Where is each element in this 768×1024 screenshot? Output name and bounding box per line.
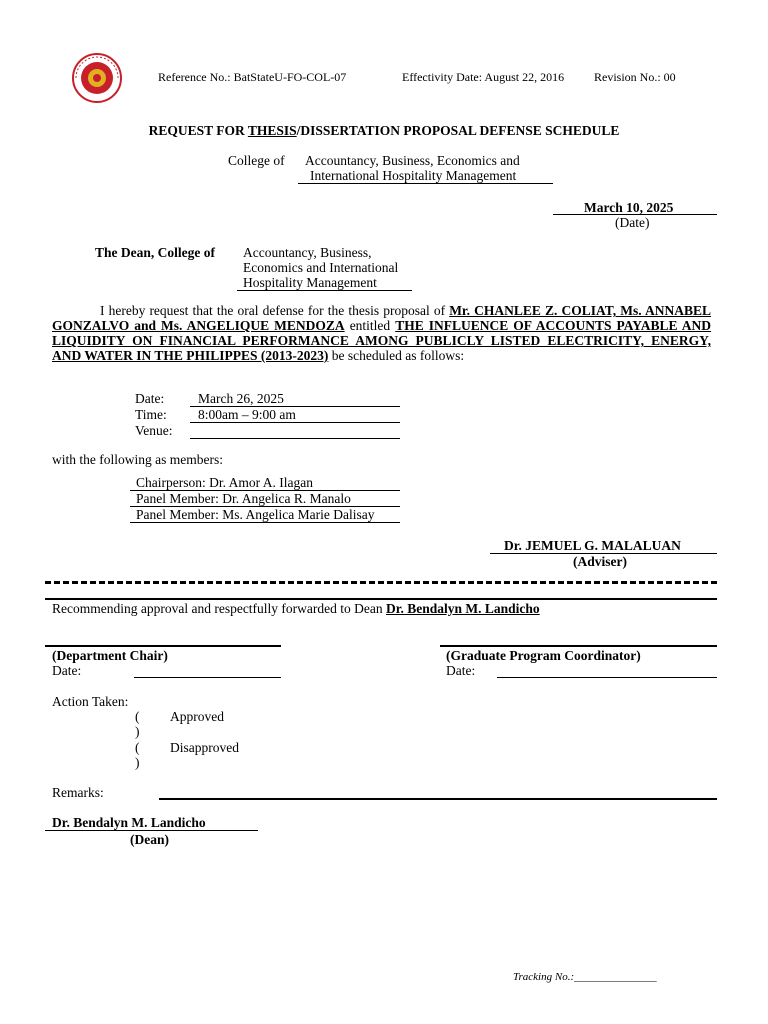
dean-college-line2: Economics and International	[243, 260, 399, 275]
approved-label: Approved	[170, 709, 224, 724]
graduate-coordinator-date-label: Date:	[446, 663, 476, 678]
dean-college-line3: Hospitality Management	[243, 275, 377, 290]
disapproved-label: Disapproved	[170, 740, 239, 755]
disapproved-checkbox[interactable]: ( )	[135, 740, 140, 770]
recommend-text: Recommending approval and respectfully forwarded to Dean Dr. Bendalyn M. Landicho	[52, 601, 540, 616]
approved-checkbox[interactable]: ( )	[135, 709, 140, 739]
members-intro: with the following as members:	[52, 452, 223, 467]
action-taken-label: Action Taken:	[52, 694, 129, 709]
dean-name: Dr. Bendalyn M. Landicho	[52, 815, 206, 830]
adviser-role: (Adviser)	[573, 554, 627, 569]
thesis-title: THE INFLUENCE OF ACCOUNTS PAYABLE AND LIQUIDITY ON FINANCIAL PERFORMANCE AMONG PUBLICLY LISTED ELECTRICITY, ENERGY, AND WATER IN THE PHILIPPES (2013-2023)	[52, 318, 712, 363]
request-paragraph: I hereby request that the oral defense for the thesis proposal of Mr. CHANLEE Z. COLIAT, Ms. ANNABEL GONZALVO and Ms. ANGELIQUE MENDOZA entitled THE INFLUENCE OF ACCOUNTS PAYABLE AND LIQUIDITY ON FINANCIAL PERFORMANCE AMONG PUBLICLY LISTED ELECTRICITY, ENERGY, AND WATER IN THE PHILIPPES (2013-2023) be scheduled as follows:	[52, 303, 712, 363]
schedule-time-value[interactable]: 8:00am – 9:00 am	[198, 407, 296, 422]
form-title: REQUEST FOR THESIS/DISSERTATION PROPOSAL DEFENSE SCHEDULE	[148, 123, 620, 138]
department-chair-label: (Department Chair)	[52, 648, 168, 663]
dean-college-line1: Accountancy, Business,	[243, 245, 372, 260]
tracking-number[interactable]: Tracking No.:_______________	[513, 971, 657, 983]
dean-role: (Dean)	[130, 832, 169, 847]
reference-number: Reference No.: BatStateU-FO-COL-07	[158, 70, 347, 84]
remarks-field[interactable]	[159, 798, 717, 800]
schedule-venue-label: Venue:	[135, 423, 173, 438]
college-label: College of	[228, 153, 285, 168]
member-panel-2: Panel Member: Ms. Angelica Marie Dalisay	[136, 507, 375, 522]
graduate-coordinator-date-field[interactable]	[497, 677, 717, 678]
effectivity-date: Effectivity Date: August 22, 2016	[402, 70, 565, 84]
schedule-date-value[interactable]: March 26, 2025	[198, 391, 284, 406]
college-name-line2: International Hospitality Management	[310, 168, 517, 183]
university-logo	[64, 52, 130, 104]
member-chairperson: Chairperson: Dr. Amor A. Ilagan	[136, 475, 313, 490]
recommend-dean-name: Dr. Bendalyn M. Landicho	[386, 601, 540, 616]
department-chair-date-field[interactable]	[134, 677, 281, 678]
dashed-separator	[45, 581, 717, 584]
graduate-coordinator-label: (Graduate Program Coordinator)	[446, 648, 641, 663]
section-rule	[45, 598, 717, 600]
schedule-date-label: Date:	[135, 391, 165, 406]
dean-label: The Dean, College of	[95, 245, 215, 260]
remarks-label: Remarks:	[52, 785, 104, 800]
revision-number: Revision No.: 00	[594, 70, 676, 84]
member-panel-1: Panel Member: Dr. Angelica R. Manalo	[136, 491, 351, 506]
schedule-time-label: Time:	[135, 407, 167, 422]
date-caption: (Date)	[615, 215, 650, 230]
department-chair-date-label: Date:	[52, 663, 82, 678]
college-name-line1: Accountancy, Business, Economics and	[305, 153, 520, 168]
request-date: March 10, 2025	[584, 200, 674, 215]
student-names: Mr. CHANLEE Z. COLIAT, Ms. ANNABEL GONZALVO and Ms. ANGELIQUE MENDOZA	[52, 303, 712, 333]
adviser-name: Dr. JEMUEL G. MALALUAN	[504, 538, 681, 553]
